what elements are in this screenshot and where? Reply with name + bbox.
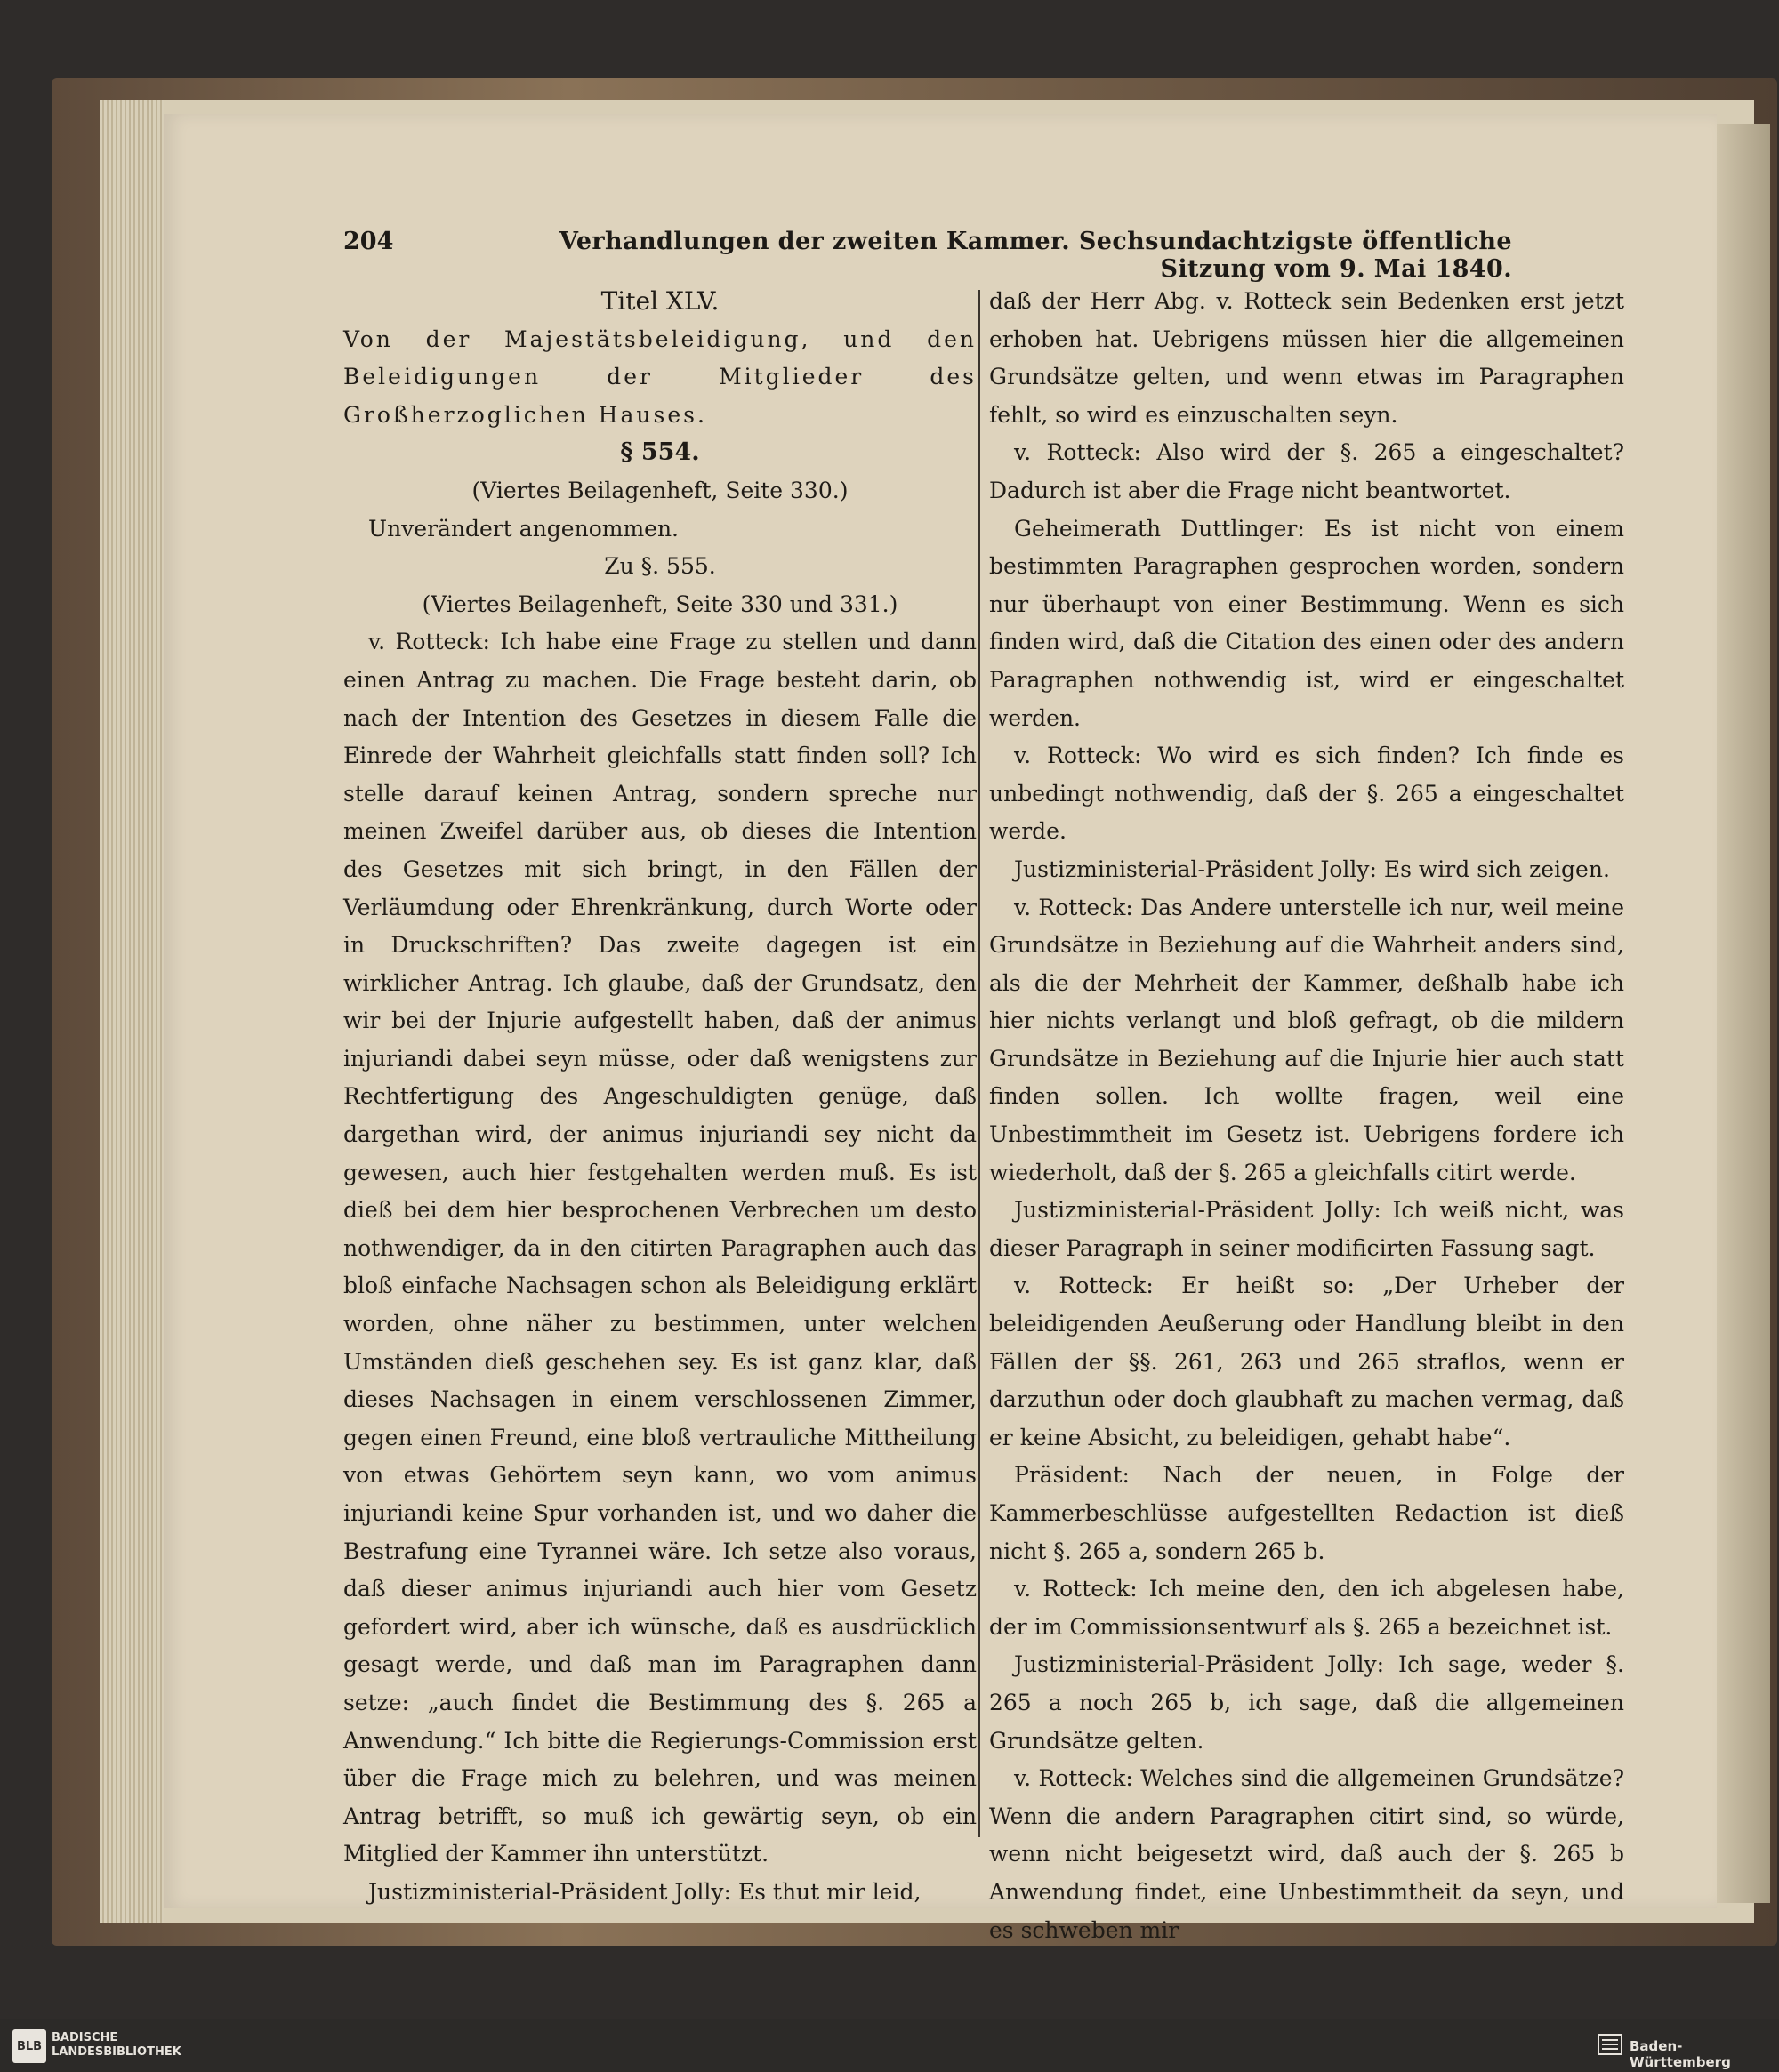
speech-rotteck: v. Rotteck: Ich habe eine Frage zu stellen und dann einen Antrag zu machen. Die Frage besteht darin, ob nach der Intention des Gesetzes in diesem Falle die Einrede der Wahrheit gleichfalls statt finden soll? Ich stelle darauf keinen Antrag, sondern spreche nur meinen Zweifel darüber aus, ob dieses die Intention des Gesetzes mit sich bringt, in den Fällen der Verläumdung oder Ehrenkränkung, durch Worte oder in Druckschriften? Das zweite dagegen ist ein wirklicher Antrag. Ich glaube, daß der Grundsatz, den wir bei der Injurie aufgestellt haben, daß der animus injuriandi dabei seyn müsse, oder daß wenigstens zur Rechtfertigung des Angeschuldigten genüge, daß dargethan wird, der animus injuriandi sey nicht da gewesen, auch hier festgehalten werden muß. Es ist dieß bei dem hier besprochenen Verbrechen um desto nothwendiger, da in den citirten Paragraphen auch das bloß einfache Nachsagen schon als Beleidigung erklärt worden, ohne näher zu bestimmen, unter welchen Umständen dieß geschehen sey. Es ist ganz klar, daß dieses Nachsagen in einem verschlossenen Zimmer, gegen einen Freund, eine bloß vertrauliche Mittheilung von etwas Gehörtem seyn kann, wo vom animus injuriandi keine Spur vorhanden ist, und wo daher die Bestrafung eine Tyrannei wäre. Ich setze also voraus, daß dieser animus injuriandi auch hier vom Gesetz gefordert wird, aber ich wünsche, daß es ausdrücklich gesagt werde, und daß man im Paragraphen dann setze: „auch findet die Bestimmung des §. 265 a Anwendung.“ Ich bitte die Regierungs-Commission erst über die Frage mich zu belehren, und was meinen Antrag betrifft, so muß ich gewärtig seyn, ob ein Mitglied der Kammer ihn unterstützt. [343, 629, 977, 1867]
speech-jolly-start: Justizministerial-Präsident Jolly: Es thut mir leid, [368, 1878, 922, 1905]
right-column [989, 283, 1624, 1949]
bw-label: Baden-Württemberg [1630, 2038, 1731, 2070]
subsection-number: Zu §. 555. [604, 553, 716, 580]
speech-rotteck-6: v. Rotteck: Ich meine den, den ich abgelesen habe, der im Commissionsentwurf als §. 265 a bezeichnet ist. [989, 1576, 1624, 1640]
speech-rotteck-5: v. Rotteck: Er heißt so: „Der Urheber der beleidigenden Aeußerung oder Handlung bleibt in den Fällen der §§. 261, 263 und 265 straflos, wenn er darzuthun oder doch glaubhaft zu machen vermag, daß er keine Absicht, zu beleidigen, gehabt habe“. [989, 1273, 1624, 1450]
speech-jolly-2: Justizministerial-Präsident Jolly: Es wird sich zeigen. [1014, 855, 1610, 882]
speech-jolly-3: Justizministerial-Präsident Jolly: Ich weiß nicht, was dieser Paragraph in seiner modificirten Fassung sagt. [989, 1197, 1624, 1261]
speech-duttlinger: Geheimerath Duttlinger: Es ist nicht von einem bestimmten Paragraphen gesprochen worden, sondern nur überhaupt von einer Bestimmung. Wenn es sich finden wird, daß die Citation des einen oder des andern Paragraphen nothwendig ist, wird er eingeschaltet werden. [989, 515, 1624, 731]
footer-bar [0, 2019, 1779, 2072]
page-right-edge [1717, 124, 1770, 1903]
page-number: 204 [343, 228, 394, 255]
blb-logo: BLB [12, 2029, 46, 2063]
blb-label-line1: BADISCHE [52, 2031, 118, 2044]
bw-lions-icon [1598, 2033, 1622, 2056]
subsection-reference: (Viertes Beilagenheft, Seite 330 und 331.) [422, 590, 898, 617]
blb-label [52, 2031, 181, 2060]
section-status: Unverändert angenommen. [368, 515, 679, 542]
speech-rotteck-4: v. Rotteck: Das Andere unterstelle ich nur, weil meine Grundsätze in Beziehung auf die Wahrheit anders sind, als die der Mehrheit der Kammer, deßhalb habe ich hier nichts verlangt und bloß gefragt, ob die mildern Grundsätze in Beziehung auf die Injurie hier auch statt finden sollen. Ich wollte fragen, weil eine Unbestimmtheit im Gesetz ist. Uebrigens fordere ich wiederholt, daß der §. 265 a gleichfalls citirt werde. [989, 894, 1624, 1185]
speech-rotteck-2: v. Rotteck: Also wird der §. 265 a eingeschaltet? Dadurch ist aber die Frage nicht beantwortet. [989, 439, 1624, 503]
speech-jolly-cont: daß der Herr Abg. v. Rotteck sein Bedenken erst jetzt erhoben hat. Uebrigens müssen hier die allgemeinen Grundsätze gelten, und wenn etwas im Paragraphen fehlt, so wird es einzuschalten seyn. [989, 288, 1624, 428]
page-edges [100, 100, 164, 1923]
running-title: Verhandlungen der zweiten Kammer. Sechsundachtzigste öffentliche Sitzung vom 9. Mai 1840. [559, 228, 1512, 283]
speech-praesident: Präsident: Nach der neuen, in Folge der Kammerbeschlüsse aufgestellten Redaction ist dieß nicht §. 265 a, sondern 265 b. [989, 1462, 1624, 1564]
speech-jolly-4: Justizministerial-Präsident Jolly: Ich sage, weder §. 265 a noch 265 b, ich sage, daß die allgemeinen Grundsätze gelten. [989, 1651, 1624, 1754]
section-reference: (Viertes Beilagenheft, Seite 330.) [471, 477, 849, 503]
title-heading: Von der Majestätsbeleidigung, und den Beleidigungen der Mitglieder des Großherzoglichen Hauses. [343, 325, 977, 428]
title-number: Titel XLV. [600, 286, 720, 316]
speech-rotteck-3: v. Rotteck: Wo wird es sich finden? Ich finde es unbedingt nothwendig, daß der §. 265 a eingeschaltet werde. [989, 743, 1624, 845]
speech-rotteck-7: v. Rotteck: Welches sind die allgemeinen Grundsätze? Wenn die andern Paragraphen citirt sind, so würde, wenn nicht beigesetzt wird, daß auch der §. 265 b Anwendung findet, eine Unbestimmtheit da seyn, und es schweben mir [989, 1765, 1624, 1943]
column-rule [978, 290, 980, 1837]
page-header [343, 228, 1512, 283]
blb-label-line2: LANDESBIBLIOTHEK [52, 2045, 181, 2059]
left-column [343, 283, 977, 1912]
section-number: § 554. [620, 438, 700, 467]
